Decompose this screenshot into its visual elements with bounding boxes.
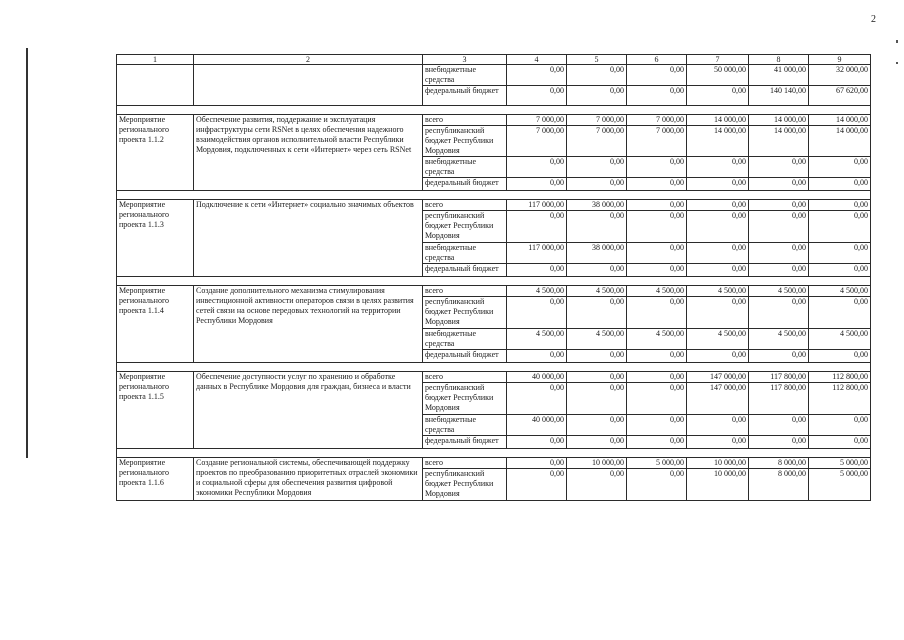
funding-source: всего [423,372,507,383]
amount-cell: 14 000,00 [749,115,809,126]
amount-cell: 4 500,00 [627,286,687,297]
funding-source: федеральный бюджет [423,264,507,277]
measure-cell: Мероприятие регионального проекта 1.1.4 [117,286,194,363]
description-cell: Обеспечение развития, поддержание и эксплуатация инфраструктуры сети RSNet в целях обеспечения надежного взаимодействия органов исполнительной власти Республики Мордовия, подключенных к сети «Интернет» через сеть RSNet [194,115,423,191]
amount-cell: 0,00 [627,86,687,106]
amount-cell: 0,00 [687,264,749,277]
amount-cell: 0,00 [507,469,567,501]
amount-cell: 40 000,00 [507,415,567,436]
funding-source: внебюджетные средства [423,65,507,86]
amount-cell: 7 000,00 [627,115,687,126]
funding-source: республиканский бюджет Республики Мордовия [423,297,507,329]
funding-source: внебюджетные средства [423,415,507,436]
amount-cell: 0,00 [627,350,687,363]
column-header: 4 [507,55,567,65]
amount-cell: 38 000,00 [567,200,627,211]
amount-cell: 0,00 [627,211,687,243]
amount-cell: 5 000,00 [809,458,871,469]
amount-cell: 112 800,00 [809,372,871,383]
amount-cell: 4 500,00 [507,329,567,350]
amount-cell: 0,00 [687,243,749,264]
column-header: 3 [423,55,507,65]
measure-cell: Мероприятие регионального проекта 1.1.2 [117,115,194,191]
amount-cell: 0,00 [507,86,567,106]
amount-cell: 4 500,00 [567,286,627,297]
amount-cell: 0,00 [687,297,749,329]
amount-cell: 0,00 [507,436,567,449]
amount-cell: 7 000,00 [507,126,567,157]
amount-cell: 0,00 [749,157,809,178]
amount-cell: 7 000,00 [507,115,567,126]
amount-cell: 0,00 [507,157,567,178]
amount-cell: 0,00 [507,383,567,415]
scan-edge-line [26,48,28,458]
amount-cell: 0,00 [749,264,809,277]
amount-cell: 4 500,00 [687,329,749,350]
amount-cell: 0,00 [749,243,809,264]
amount-cell: 0,00 [749,297,809,329]
amount-cell: 0,00 [507,458,567,469]
funding-source: всего [423,200,507,211]
funding-source: внебюджетные средства [423,329,507,350]
amount-cell: 0,00 [627,297,687,329]
amount-cell: 0,00 [627,383,687,415]
page-number: 2 [871,14,876,25]
amount-cell: 0,00 [567,436,627,449]
description-cell: Создание региональной системы, обеспечивающей поддержку проектов по преобразованию приоритетных отраслей экономики и социальной сферы для обеспечения развития цифровой экономики Республики Мордовия [194,458,423,501]
amount-cell: 0,00 [627,157,687,178]
amount-cell: 10 000,00 [687,458,749,469]
amount-cell: 117 800,00 [749,383,809,415]
amount-cell: 0,00 [749,178,809,191]
amount-cell: 0,00 [687,86,749,106]
amount-cell: 0,00 [749,350,809,363]
amount-cell: 0,00 [567,350,627,363]
amount-cell: 32 000,00 [809,65,871,86]
funding-source: всего [423,458,507,469]
amount-cell: 0,00 [627,436,687,449]
funding-source: всего [423,115,507,126]
amount-cell: 0,00 [627,200,687,211]
spacer-row [117,449,871,458]
amount-cell: 0,00 [687,436,749,449]
amount-cell: 0,00 [809,200,871,211]
amount-cell: 147 000,00 [687,383,749,415]
amount-cell: 0,00 [567,157,627,178]
header-row [117,55,871,65]
amount-cell: 4 500,00 [627,329,687,350]
amount-cell: 0,00 [749,200,809,211]
funding-source: республиканский бюджет Республики Мордовия [423,383,507,415]
amount-cell: 0,00 [627,243,687,264]
amount-cell: 0,00 [809,264,871,277]
amount-cell: 0,00 [567,469,627,501]
amount-cell: 117 800,00 [749,372,809,383]
amount-cell: 117 000,00 [507,243,567,264]
amount-cell: 5 000,00 [627,458,687,469]
spacer-cell [117,191,871,200]
spacer-cell [117,363,871,372]
amount-cell: 14 000,00 [749,126,809,157]
amount-cell: 14 000,00 [809,115,871,126]
amount-cell: 40 000,00 [507,372,567,383]
amount-cell: 0,00 [809,415,871,436]
funding-source: республиканский бюджет Республики Мордовия [423,211,507,243]
column-header: 5 [567,55,627,65]
amount-cell: 0,00 [567,264,627,277]
amount-cell: 0,00 [687,211,749,243]
amount-cell: 4 500,00 [749,286,809,297]
amount-cell: 0,00 [567,383,627,415]
measure-cell: Мероприятие регионального проекта 1.1.6 [117,458,194,501]
amount-cell: 0,00 [627,469,687,501]
amount-cell: 4 500,00 [687,286,749,297]
amount-cell: 5 000,00 [809,469,871,501]
amount-cell: 0,00 [687,415,749,436]
funding-source: республиканский бюджет Республики Мордовия [423,126,507,157]
description-cell: Создание дополнительного механизма стимулирования инвестиционной активности операторов связи в целях развития сетей связи на основе передовых технологий на территории Республики Мордовия [194,286,423,363]
spacer-row [117,363,871,372]
column-header: 6 [627,55,687,65]
amount-cell: 0,00 [627,415,687,436]
amount-cell: 41 000,00 [749,65,809,86]
amount-cell: 10 000,00 [567,458,627,469]
amount-cell: 8 000,00 [749,469,809,501]
amount-cell: 0,00 [507,297,567,329]
table-row [117,458,871,469]
description-cell [194,65,423,106]
funding-source: внебюджетные средства [423,157,507,178]
amount-cell: 0,00 [809,243,871,264]
measure-cell: Мероприятие регионального проекта 1.1.3 [117,200,194,277]
amount-cell: 7 000,00 [567,126,627,157]
amount-cell: 0,00 [809,211,871,243]
amount-cell: 112 800,00 [809,383,871,415]
amount-cell: 0,00 [507,350,567,363]
amount-cell: 10 000,00 [687,469,749,501]
amount-cell: 7 000,00 [627,126,687,157]
amount-cell: 0,00 [507,264,567,277]
spacer-row [117,106,871,115]
spacer-row [117,277,871,286]
amount-cell: 0,00 [687,350,749,363]
funding-source: федеральный бюджет [423,178,507,191]
scan-speck [896,62,898,64]
amount-cell: 140 140,00 [749,86,809,106]
table-row [117,115,871,126]
amount-cell: 0,00 [507,211,567,243]
amount-cell: 0,00 [687,178,749,191]
funding-source: федеральный бюджет [423,350,507,363]
amount-cell: 0,00 [749,211,809,243]
amount-cell: 0,00 [567,372,627,383]
scan-speck [896,40,898,43]
amount-cell: 0,00 [749,415,809,436]
column-header: 7 [687,55,749,65]
column-header: 8 [749,55,809,65]
amount-cell: 0,00 [567,86,627,106]
amount-cell: 4 500,00 [809,329,871,350]
amount-cell: 4 500,00 [749,329,809,350]
amount-cell: 4 500,00 [809,286,871,297]
spacer-row [117,191,871,200]
table-row [117,200,871,211]
column-header: 2 [194,55,423,65]
amount-cell: 0,00 [749,436,809,449]
amount-cell: 4 500,00 [567,329,627,350]
description-cell: Обеспечение доступности услуг по хранению и обработке данных в Республике Мордовия для граждан, бизнеса и власти [194,372,423,449]
amount-cell: 0,00 [627,178,687,191]
table-row [117,65,871,86]
column-header: 1 [117,55,194,65]
amount-cell: 38 000,00 [567,243,627,264]
spacer-cell [117,449,871,458]
amount-cell: 0,00 [627,372,687,383]
funding-source: внебюджетные средства [423,243,507,264]
funding-source: федеральный бюджет [423,436,507,449]
amount-cell: 50 000,00 [687,65,749,86]
funding-source: республиканский бюджет Республики Мордовия [423,469,507,501]
spacer-cell [117,277,871,286]
amount-cell: 117 000,00 [507,200,567,211]
amount-cell: 8 000,00 [749,458,809,469]
funding-source: федеральный бюджет [423,86,507,106]
amount-cell: 0,00 [567,65,627,86]
table-row [117,286,871,297]
amount-cell: 0,00 [809,436,871,449]
amount-cell: 0,00 [809,178,871,191]
amount-cell: 4 500,00 [507,286,567,297]
table-row [117,372,871,383]
amount-cell: 0,00 [567,178,627,191]
amount-cell: 0,00 [627,65,687,86]
amount-cell: 147 000,00 [687,372,749,383]
amount-cell: 0,00 [809,350,871,363]
budget-table [116,54,871,501]
measure-cell: Мероприятие регионального проекта 1.1.5 [117,372,194,449]
amount-cell: 0,00 [809,157,871,178]
amount-cell: 14 000,00 [687,115,749,126]
amount-cell: 0,00 [809,297,871,329]
amount-cell: 14 000,00 [809,126,871,157]
funding-source: всего [423,286,507,297]
amount-cell: 14 000,00 [687,126,749,157]
measure-cell [117,65,194,106]
amount-cell: 0,00 [567,297,627,329]
amount-cell: 0,00 [627,264,687,277]
amount-cell: 0,00 [567,211,627,243]
amount-cell: 0,00 [687,157,749,178]
amount-cell: 0,00 [687,200,749,211]
description-cell: Подключение к сети «Интернет» социально значимых объектов [194,200,423,277]
amount-cell: 0,00 [507,178,567,191]
amount-cell: 0,00 [567,415,627,436]
column-header: 9 [809,55,871,65]
spacer-cell [117,106,871,115]
amount-cell: 0,00 [507,65,567,86]
amount-cell: 7 000,00 [567,115,627,126]
amount-cell: 67 620,00 [809,86,871,106]
